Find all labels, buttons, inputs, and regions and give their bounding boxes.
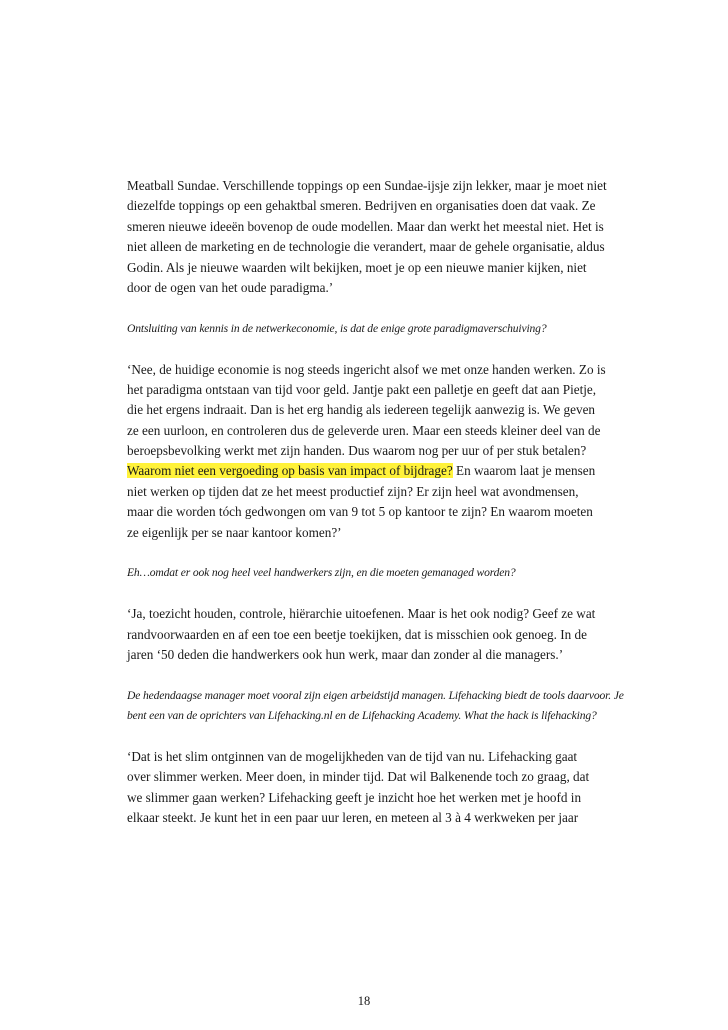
text-line: door de ogen van het oude paradigma.’ bbox=[127, 279, 334, 295]
paragraph-gap bbox=[127, 339, 617, 359]
highlighted-text-line bbox=[127, 461, 617, 481]
paragraph-gap bbox=[127, 727, 617, 747]
text-line: smeren nieuwe ideeën bovenop de oude modellen. Maar dan werkt het meestal niet. Het is bbox=[127, 218, 604, 234]
question-line: Eh…omdat er ook nog heel veel handwerkers zijn, en die moeten gemanaged worden? bbox=[127, 566, 516, 580]
text-line: elkaar steekt. Je kunt het in een paar uur leren, en meteen al 3 à 4 werkweken per jaar bbox=[127, 810, 579, 826]
paragraph-gap bbox=[127, 543, 617, 563]
text-line: maar die worden tóch gedwongen om van 9 tot 5 op kantoor te zijn? En waarom moeten bbox=[127, 504, 593, 520]
answer-paragraph-3 bbox=[127, 604, 617, 665]
text-line: over slimmer werken. Meer doen, in minder tijd. Dat wil Balkenende toch zo graag, dat bbox=[127, 769, 590, 785]
question-3 bbox=[127, 686, 624, 727]
page-number: 18 bbox=[357, 994, 371, 1008]
text-line: randvoorwaarden en af een toe een beetje toekijken, dat is misschien ook genoeg. In de bbox=[127, 626, 587, 642]
answer-paragraph-2 bbox=[127, 360, 617, 544]
text-line: Godin. Als je nieuwe waarden wilt bekijken, moet je op een nieuwe manier kijken, niet bbox=[127, 259, 587, 275]
text-highlight: Waarom niet een vergoeding op basis van impact of bijdrage? bbox=[127, 463, 453, 479]
text-line: ‘Nee, de huidige economie is nog steeds ingericht alsof we met onze handen werken. Zo is bbox=[127, 361, 606, 377]
paragraph-gap bbox=[127, 298, 617, 318]
text-line: ‘Ja, toezicht houden, controle, hiërarchie uitoefenen. Maar is het ook nodig? Geef ze wat bbox=[127, 606, 596, 622]
text-line: ze een uurloon, en controleren dus de geleverde uren. Maar een steeds kleiner deel van de bbox=[127, 422, 601, 438]
text-line: beroepsbevolking werkt met zijn handen. Dus waarom nog per uur of per stuk betalen? bbox=[127, 443, 587, 459]
question-line: De hedendaagse manager moet vooral zijn eigen arbeidstijd managen. Lifehacking biedt de tools daarvoor. Je bbox=[127, 688, 624, 702]
answer-paragraph-4 bbox=[127, 747, 617, 829]
text-line: het paradigma ontstaan van tijd voor geld. Jantje pakt een palletje en geeft dat aan Pietje, bbox=[127, 381, 597, 397]
paragraph-gap bbox=[127, 584, 617, 604]
text-line: diezelfde toppings op een gehaktbal smeren. Bedrijven en organisaties doen dat vaak. Ze bbox=[127, 198, 596, 214]
text-line: ‘Dat is het slim ontginnen van de mogelijkheden van de tijd van nu. Lifehacking gaat bbox=[127, 748, 578, 764]
document-body bbox=[127, 176, 624, 829]
text-line: Meatball Sundae. Verschillende toppings op een Sundae-ijsje zijn lekker, maar je moet niet bbox=[127, 178, 607, 193]
question-2 bbox=[127, 563, 617, 583]
text-line: niet alleen de marketing en de technologie die verandert, maar de gehele organisatie, aldus bbox=[127, 239, 605, 255]
text-line: die het ergens indraait. Dan is het erg handig als iedereen tegelijk aanwezig is. We geven bbox=[127, 402, 596, 418]
answer-paragraph-1 bbox=[127, 176, 617, 298]
question-line: Ontsluiting van kennis in de netwerkeconomie, is dat de enige grote paradigmaverschuiving? bbox=[127, 321, 547, 335]
question-line: bent een van de oprichters van Lifehacking.nl en de Lifehacking Academy. What the hack is lifehacking? bbox=[127, 709, 597, 723]
text-line: ze eigenlijk per se naar kantoor komen?’ bbox=[127, 524, 342, 540]
paragraph-gap bbox=[127, 665, 617, 685]
text-line: jaren ‘50 deden die handwerkers ook hun werk, maar dan zonder al die managers.’ bbox=[127, 646, 564, 662]
question-1 bbox=[127, 319, 617, 339]
text-line: niet werken op tijden dat ze het meest productief zijn? Er zijn heel wat avondmensen, bbox=[127, 483, 579, 499]
text-line: we slimmer gaan werken? Lifehacking geeft je inzicht hoe het werken met je hoofd in bbox=[127, 789, 582, 805]
text-line-rest: En waarom laat je mensen bbox=[452, 463, 596, 479]
